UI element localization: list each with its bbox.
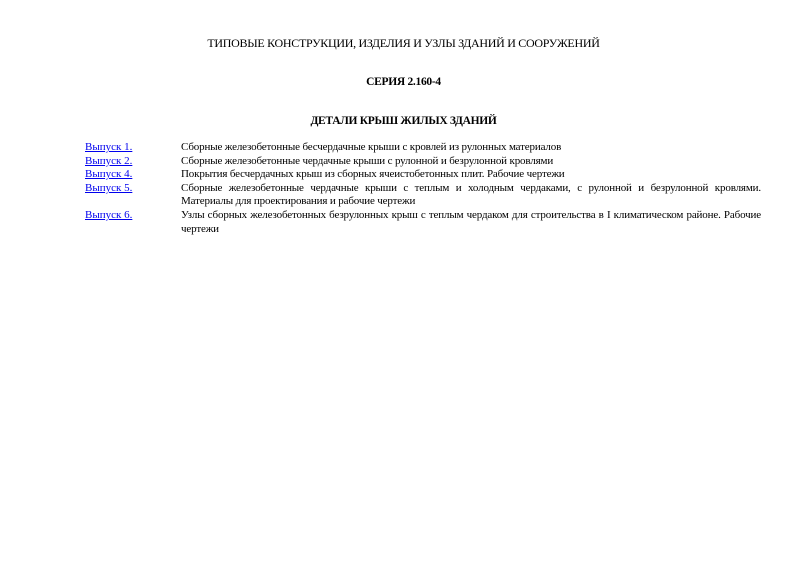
- issue-4-description: Покрытия бесчердачных крыш из сборных ячеистобетонных плит. Рабочие чертежи: [181, 168, 565, 181]
- list-item: [85, 155, 761, 169]
- document-title: ДЕТАЛИ КРЫШ ЖИЛЫХ ЗДАНИЙ: [310, 115, 497, 127]
- issue-6-link[interactable]: Выпуск 6.: [85, 208, 133, 221]
- list-item: [85, 141, 761, 155]
- issue-5-link[interactable]: Выпуск 5.: [85, 181, 133, 194]
- issue-5-description: Сборные железобетонные чердачные крыши с теплым и холодным чердаками, с рулонной и безрулонной кровлями. Материалы для проектирования и рабочие чертежи: [181, 181, 761, 208]
- list-item: [85, 168, 761, 182]
- issue-1-description: Сборные железобетонные бесчердачные крыши с кровлей из рулонных материалов: [181, 141, 562, 153]
- issue-2-link[interactable]: Выпуск 2.: [85, 154, 133, 167]
- issue-1-link[interactable]: Выпуск 1.: [85, 141, 133, 153]
- series-heading: СЕРИЯ 2.160-4: [366, 76, 441, 88]
- issue-4-link[interactable]: Выпуск 4.: [85, 168, 133, 181]
- list-item: [85, 209, 761, 236]
- issue-list: [85, 141, 761, 236]
- issue-6-description: Узлы сборных железобетонных безрулонных крыш с теплым чердаком для строительства в I климатическом районе. Рабочие чертежи: [181, 208, 761, 235]
- top-heading: ТИПОВЫЕ КОНСТРУКЦИИ, ИЗДЕЛИЯ И УЗЛЫ ЗДАНИЙ И СООРУЖЕНИЙ: [207, 36, 600, 50]
- issue-2-description: Сборные железобетонные чердачные крыши с рулонной и безрулонной кровлями: [181, 154, 554, 167]
- list-item: [85, 182, 761, 209]
